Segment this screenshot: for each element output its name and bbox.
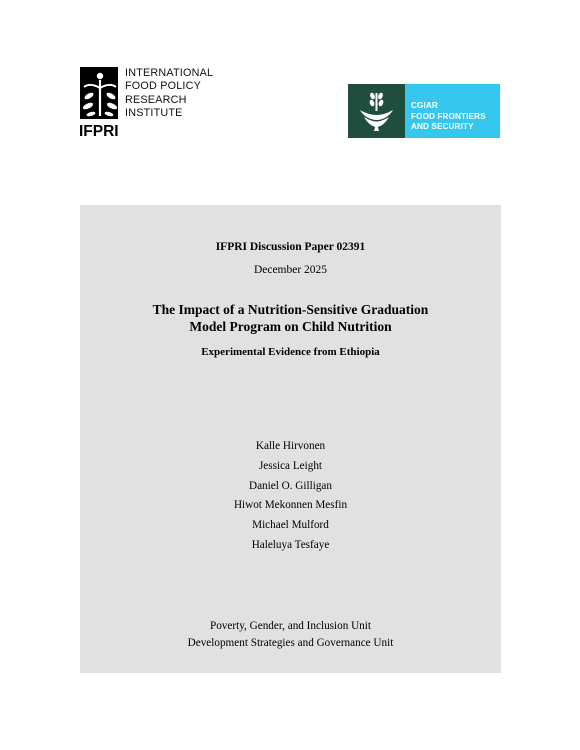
cgiar-name-panel — [405, 84, 500, 138]
author: Jessica Leight — [258, 459, 323, 472]
author-list — [80, 437, 501, 556]
author: Haleluya Tesfaye — [251, 538, 330, 551]
paper-subtitle: Experimental Evidence from Ethiopia — [201, 346, 380, 358]
cover-panel — [80, 205, 501, 673]
ifpri-name-line: RESEARCH — [125, 93, 187, 106]
cgiar-name-line: AND SECURITY — [411, 122, 474, 132]
author: Michael Mulford — [252, 519, 329, 532]
ifpri-name-line: FOOD POLICY — [125, 80, 201, 93]
publication-date: December 2025 — [253, 264, 328, 276]
cgiar-logo — [348, 84, 500, 138]
paper-title — [80, 302, 501, 335]
unit: Development Strategies and Governance Unit — [187, 637, 394, 649]
cgiar-name — [411, 101, 486, 133]
ifpri-abbrev: IFPRI — [79, 123, 119, 138]
ifpri-name — [125, 67, 213, 121]
cgiar-name-line: FOOD FRONTIERS — [411, 111, 486, 121]
cgiar-name-line: CGIAR — [411, 101, 438, 110]
wheat-emblem-icon — [348, 84, 405, 138]
ifpri-name-line: INSTITUTE — [125, 107, 183, 120]
cgiar-emblem-panel — [348, 84, 405, 138]
paper-title-line: The Impact of a Nutrition-Sensitive Graduation — [152, 302, 429, 317]
ifpri-emblem-icon — [79, 66, 121, 138]
author: Kalle Hirvonen — [255, 440, 326, 452]
paper-series: IFPRI Discussion Paper 02391 — [215, 241, 366, 253]
ifpri-name-line: INTERNATIONAL — [125, 67, 214, 79]
unit-list — [80, 618, 501, 652]
ifpri-logo — [79, 66, 219, 138]
author: Daniel O. Gilligan — [249, 479, 332, 492]
author: Hiwot Mekonnen Mesfin — [233, 499, 348, 512]
paper-title-line: Model Program on Child Nutrition — [189, 318, 392, 334]
unit: Poverty, Gender, and Inclusion Unit — [209, 620, 371, 632]
